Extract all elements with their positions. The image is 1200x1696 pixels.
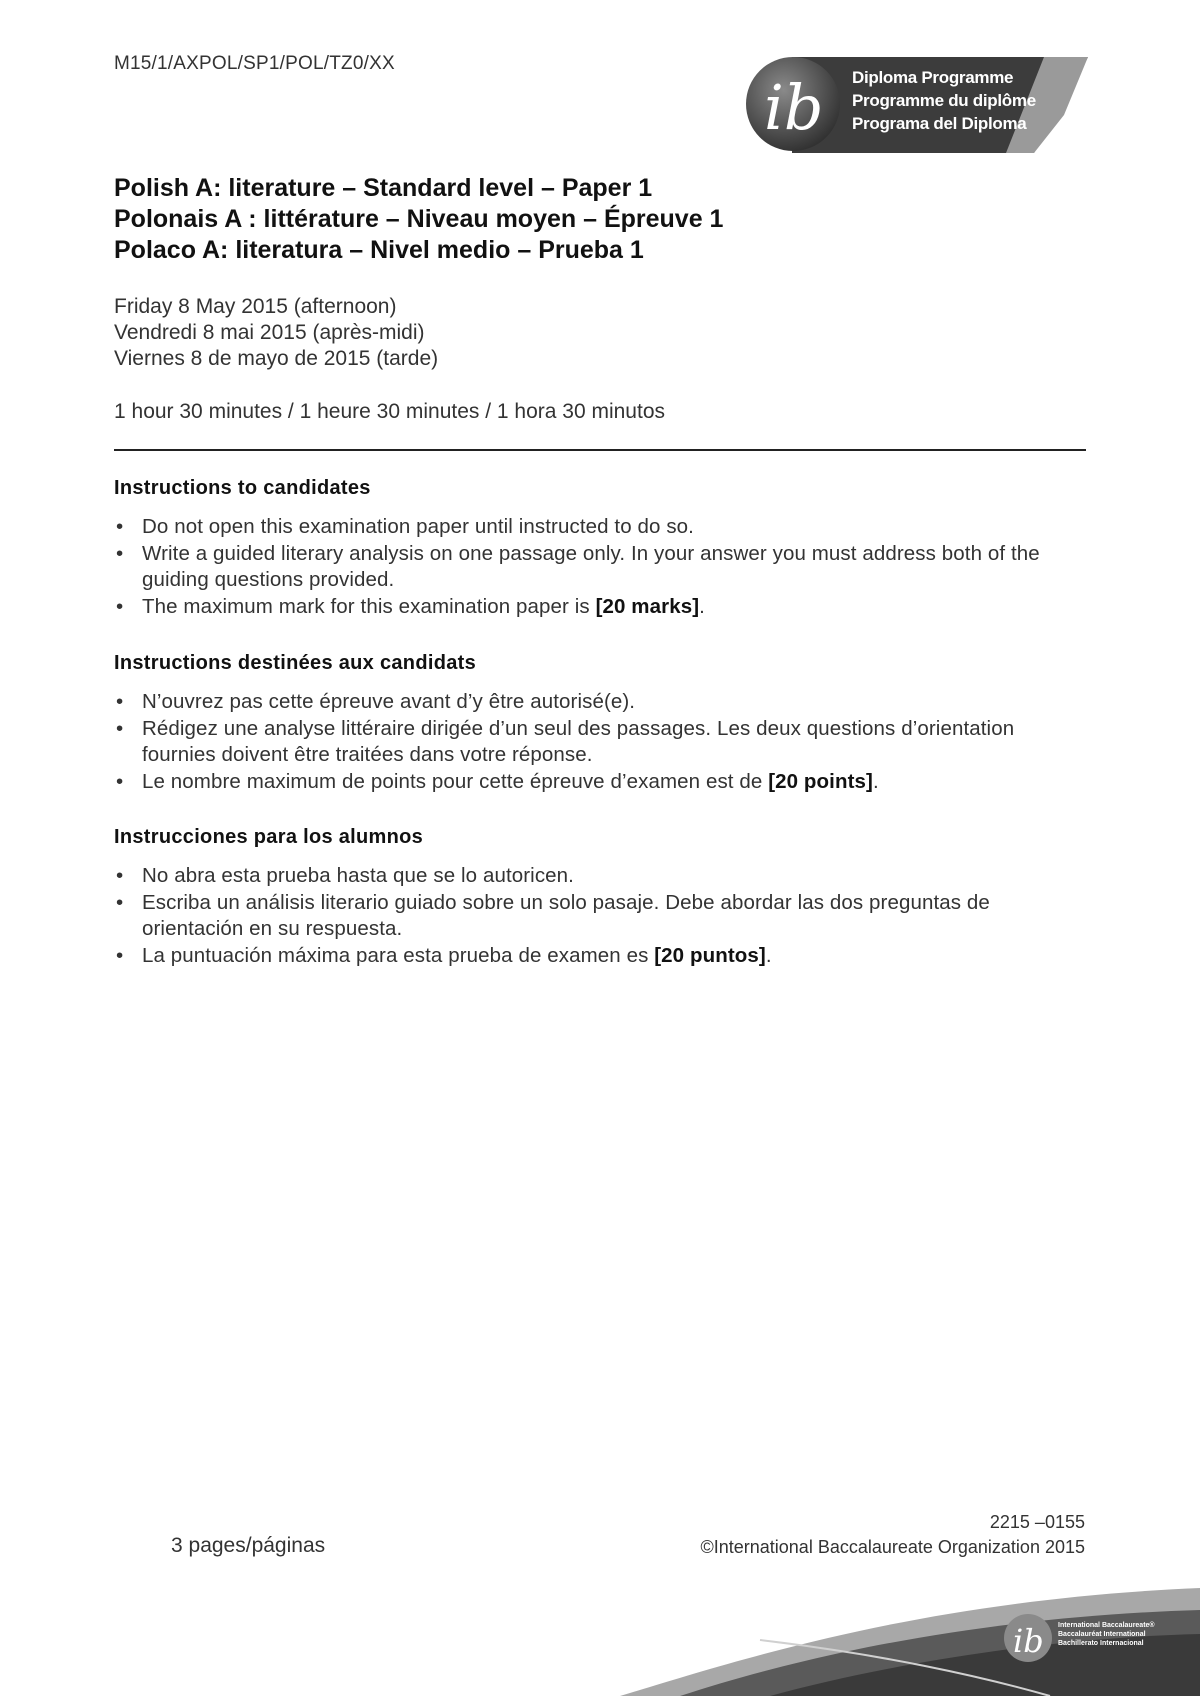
list-item: • Escriba un análisis literario guiado sobre un solo pasaje. Debe abordar las dos preguntas de orientación en su respuesta. [116, 890, 990, 940]
svg-text:ib: ib [764, 71, 824, 144]
bullet-icon: • [116, 769, 124, 793]
marks-label: [20 puntos] [654, 943, 766, 967]
date-english: Friday 8 May 2015 (afternoon) [114, 295, 397, 318]
list-item: • Do not open this examination paper until instructed to do so. [114, 514, 1089, 541]
title-english: Polish A: literature – Standard level – Paper 1 [114, 174, 653, 202]
title-french: Polonais A : littérature – Niveau moyen – Épreuve 1 [114, 205, 724, 233]
bullet-icon: • [116, 943, 124, 967]
logo-programme-lines [852, 66, 1036, 135]
instructions-english [114, 477, 1089, 620]
marks-label: [20 marks] [595, 594, 700, 618]
svg-text:ib: ib [1013, 1622, 1044, 1660]
list-item: • N’ouvrez pas cette épreuve avant d’y être autorisé(e). [114, 689, 1089, 716]
instructions-french [114, 652, 1089, 795]
date-french: Vendredi 8 mai 2015 (après-midi) [114, 321, 425, 344]
copyright-notice: ©International Baccalaureate Organization 2015 [700, 1537, 1085, 1557]
bullet-icon: • [116, 716, 124, 740]
instructions-spanish [114, 826, 1089, 969]
page-count: 3 pages/páginas [171, 1534, 326, 1557]
list-item: • La puntuación máxima para esta prueba de examen es [20 puntos]. [114, 943, 1089, 970]
section-heading: Instrucciones para los alumnos [114, 826, 424, 848]
list-item: • The maximum mark for this examination paper is [20 marks]. [114, 594, 1089, 621]
bullet-icon: • [116, 541, 124, 565]
exam-dates [114, 294, 438, 372]
list-item: • Write a guided literary analysis on one passage only. In your answer you must address both of the guiding questions provided. [116, 541, 1040, 591]
logo-line: Diploma Programme [852, 68, 1014, 87]
section-heading: Instructions destinées aux candidats [114, 652, 477, 674]
list-item: • No abra esta prueba hasta que se lo autoricen. [114, 863, 1089, 890]
footer-logo-lines [1058, 1621, 1155, 1648]
bullet-icon: • [116, 515, 124, 538]
logo-line: Bachillerato Internacional [1058, 1640, 1144, 1647]
divider [114, 449, 1086, 451]
logo-line: Baccalauréat International [1058, 1631, 1146, 1638]
paper-reference: 2215 –0155 [989, 1512, 1085, 1532]
title-spanish: Polaco A: literatura – Nivel medio – Prueba 1 [114, 236, 644, 264]
logo-line: Programa del Diploma [852, 114, 1027, 133]
logo-line: Programme du diplôme [852, 91, 1036, 110]
bullet-icon: • [116, 864, 124, 887]
logo-line: International Baccalaureate® [1058, 1622, 1155, 1629]
section-heading: Instructions to candidates [114, 477, 371, 499]
exam-titles [114, 173, 723, 266]
list-item: • Le nombre maximum de points pour cette épreuve d’examen est de [20 points]. [114, 769, 1089, 796]
date-spanish: Viernes 8 de mayo de 2015 (tarde) [114, 347, 439, 370]
list-item: • Rédigez une analyse littéraire dirigée d’un seul des passages. Les deux questions d’orientation fournies doivent être traitées dans votre réponse. [116, 716, 1015, 766]
bullet-icon: • [116, 690, 124, 713]
marks-label: [20 points] [768, 769, 873, 793]
exam-code: M15/1/AXPOL/SP1/POL/TZ0/XX [114, 53, 395, 74]
bullet-icon: • [116, 890, 124, 914]
exam-duration: 1 hour 30 minutes / 1 heure 30 minutes / 1 hora 30 minutos [114, 400, 665, 423]
bullet-icon: • [116, 594, 124, 618]
